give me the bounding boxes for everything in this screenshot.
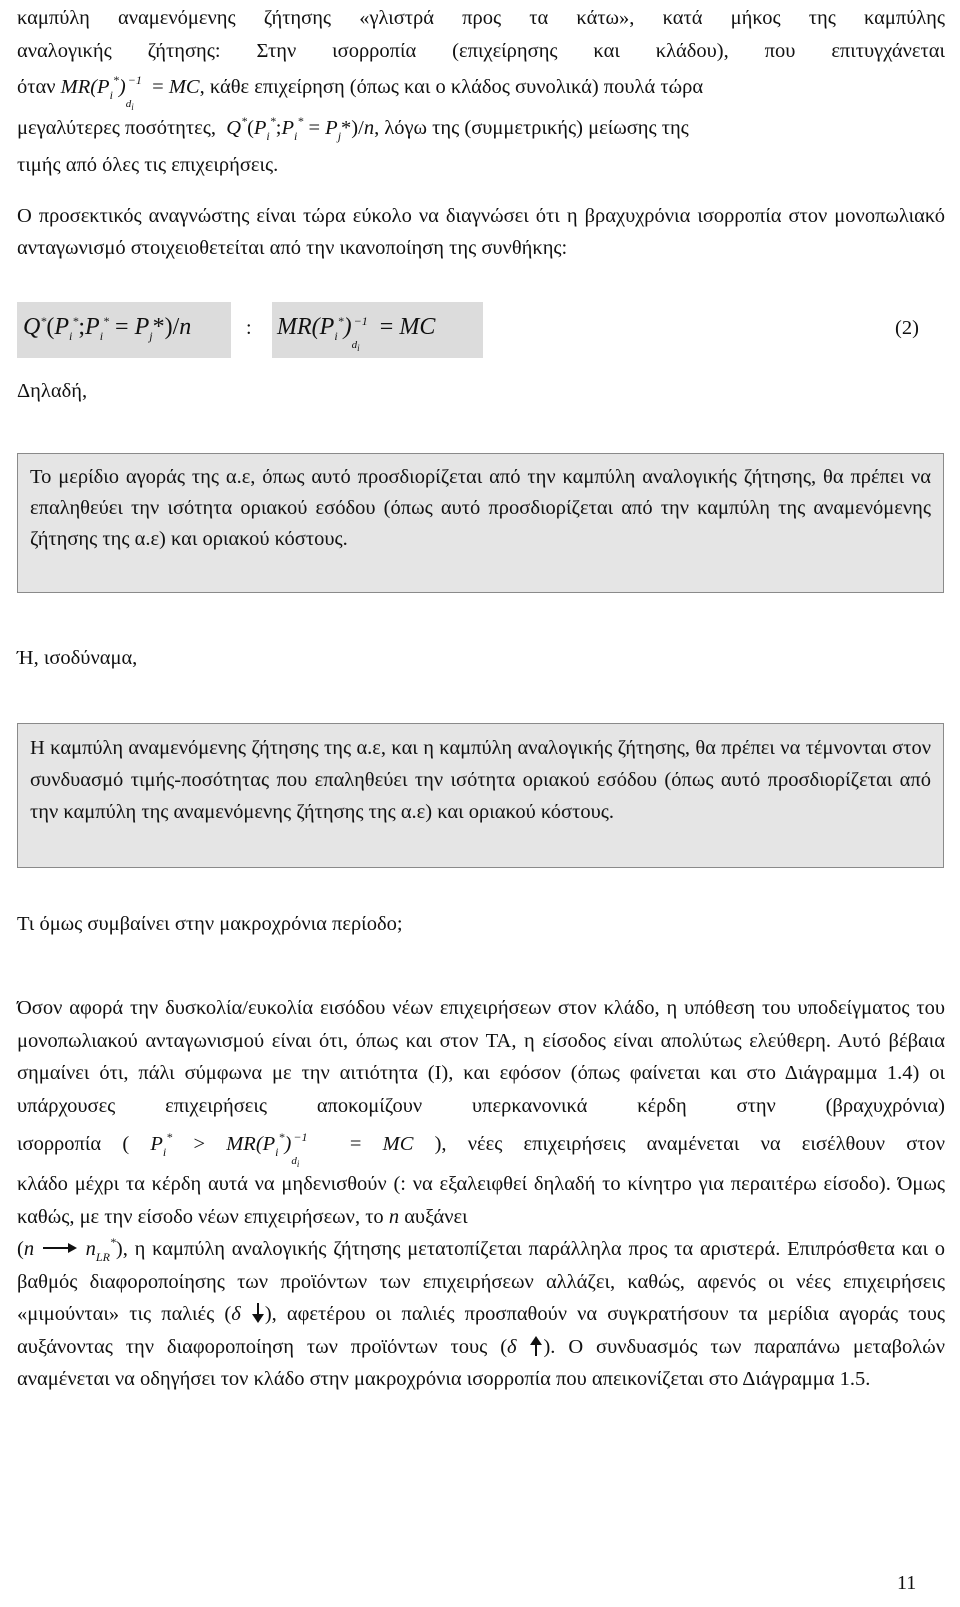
- equation-mr-mc: $MR(P_i^*)_{d_i}^{-1}$ = MC: [277, 314, 436, 354]
- mr-equals-mc-formula: $MR(P_i^*)_{d_i}^{-1}$ = MC: [60, 73, 200, 113]
- up-arrow-icon: [529, 1335, 543, 1357]
- long-run-text-a: Όσον αφορά την δυσκολία/ευκολία εισόδου νέων επιχειρήσεων στον κλάδο, η υπόθεση του υποδείγματος του μονοπωλιακού ανταγωνισμού είναι ότι, όπως και στον ΤΑ, η είσοδος είναι απολύτως ελεύθερη. Αυτό βέβαια σημαίνει ότι, πάλι σύμφωνα με την αιτιότητα (Ι), και εφόσον (όπως φαίνεται και στο Διάγραμμα 1.4) οι υπάρχουσες επιχειρήσεις αποκομίζουν υπερκανονικά κέρδη στην (βραχυχρόνια): [17, 997, 945, 1117]
- paragraph-that-is: Δηλαδή,: [17, 380, 88, 402]
- paragraph-long-run-question: Τι όμως συμβαίνει στην μακροχρόνια περίοδο;: [17, 913, 403, 935]
- long-run-line-equilibrium: ισορροπία ( $P_i^* > MR(P_i^*)_{d_i}^{-1}$ = MC ), νέες επιχειρήσεις αναμένεται να εισέλθουν στον: [17, 1130, 946, 1170]
- page-number: 11: [897, 1572, 917, 1594]
- quantity-formula: $Q^*(P_i^*;P_i^* = P_j*)/n$: [221, 114, 375, 144]
- paragraph-intro: [17, 2, 945, 182]
- firm-count-increase-formula: n $n_{LR}^*$: [23, 1235, 116, 1264]
- highlight-box-market-share: [17, 453, 944, 593]
- equation-quantity: $Q^*(P_i^*;P_i^* = P_j*)/n$: [23, 314, 192, 343]
- paragraph-equivalently: Ή, ισοδύναμα,: [17, 647, 138, 669]
- right-arrow-icon: [41, 1238, 79, 1258]
- equation-number: (2): [895, 317, 919, 339]
- paragraph-condition: Ο προσεκτικός αναγνώστης είναι τώρα εύκολο να διαγνώσει ότι η βραχυχρόνια ισορροπία στον μονοπωλιακό ανταγωνισμό στοιχειοθετείται από την ικανοποίηση της συνθήκης:: [17, 205, 945, 259]
- intro-line-3: όταν $MR(P_i^*)_{d_i}^{-1}$ = MC, κάθε επιχείρηση (όπως και ο κλάδος συνολικά) πουλά τώρα: [17, 73, 704, 113]
- differentiation-increase: δ: [507, 1336, 543, 1358]
- box-curves-text: Η καμπύλη αναμενόμενης ζήτησης της α.ε, και η καμπύλη αναλογικής ζήτησης, θα πρέπει να τέμνονται στον συνδυασμό τιμής-ποσότητας που επαληθεύει την ισότητα οριακού εσόδου (όπως αυτό προσδιορίζεται από την καμπύλη της αναμενόμενης ζήτησης της α.ε) και οριακού κόστους.: [30, 737, 931, 823]
- intro-line-5: τιμής από όλες τις επιχειρήσεις.: [17, 154, 279, 177]
- intro-line-4: μεγαλύτερες ποσότητες, $Q^*(P_i^*;P_i^* = P_j*)/n$, λόγω της (συμμετρικής) μείωσης της: [17, 114, 689, 144]
- firm-count-variable: n: [388, 1205, 400, 1228]
- highlight-box-curves: [17, 723, 944, 868]
- differentiation-decrease: δ: [231, 1303, 265, 1325]
- paragraph-long-run: [17, 992, 945, 1396]
- down-arrow-icon: [251, 1302, 265, 1324]
- intro-line-1: καμπύλη αναμενόμενης ζήτησης «γλιστρά προς τα κάτω», κατά μήκος της καμπύλης: [17, 7, 945, 29]
- profit-condition-formula: $P_i^* > MR(P_i^*)_{d_i}^{-1}$ = MC: [129, 1130, 435, 1170]
- equation-2: [17, 302, 945, 364]
- long-run-text-c: κλάδο μέχρι τα κέρδη αυτά να μηδενισθούν (: να εξαλειφθεί δηλαδή το κίνητρο για περαιτέρω είσοδο). Όμως καθώς, με την είσοδο νέων επιχειρήσεων, το n αυξάνει (n $n_{LR}^*$), η καμπύλη αναλογικής ζήτησης μετατοπίζεται παράλληλα προς τα αριστερά. Επιπρόσθετα και ο βαθμός διαφοροποίησης των προϊόντων των επιχειρήσεων αλλάζει, καθώς, αφενός οι νέες επιχειρήσεις «μιμούνται» τις παλιές (δ ), αφετέρου οι παλιές προσπαθούν να συγκρατήσουν τα μερίδια αγοράς τους αυξάνοντας την διαφοροποίηση των προϊόντων τους (δ ). Ο συνδυασμός των παραπάνω μεταβολών αναμένεται να οδηγήσει τον κλάδο στην μακροχρόνια ισορροπία που απεικονίζεται στο Διάγραμμα 1.5.: [17, 1173, 946, 1390]
- equation-separator: :: [246, 317, 252, 339]
- intro-line-2: αναλογικής ζήτησης: Στην ισορροπία (επιχείρησης και κλάδου), που επιτυγχάνεται: [17, 40, 945, 62]
- box-market-share-text: Το μερίδιο αγοράς της α.ε, όπως αυτό προσδιορίζεται από την καμπύλη αναλογικής ζήτησης, θα πρέπει να επαληθεύει την ισότητα οριακού εσόδου (όπως αυτό προσδιορίζεται από την καμπύλη της αναμενόμενης ζήτησης της α.ε) και οριακού κόστους.: [30, 466, 931, 550]
